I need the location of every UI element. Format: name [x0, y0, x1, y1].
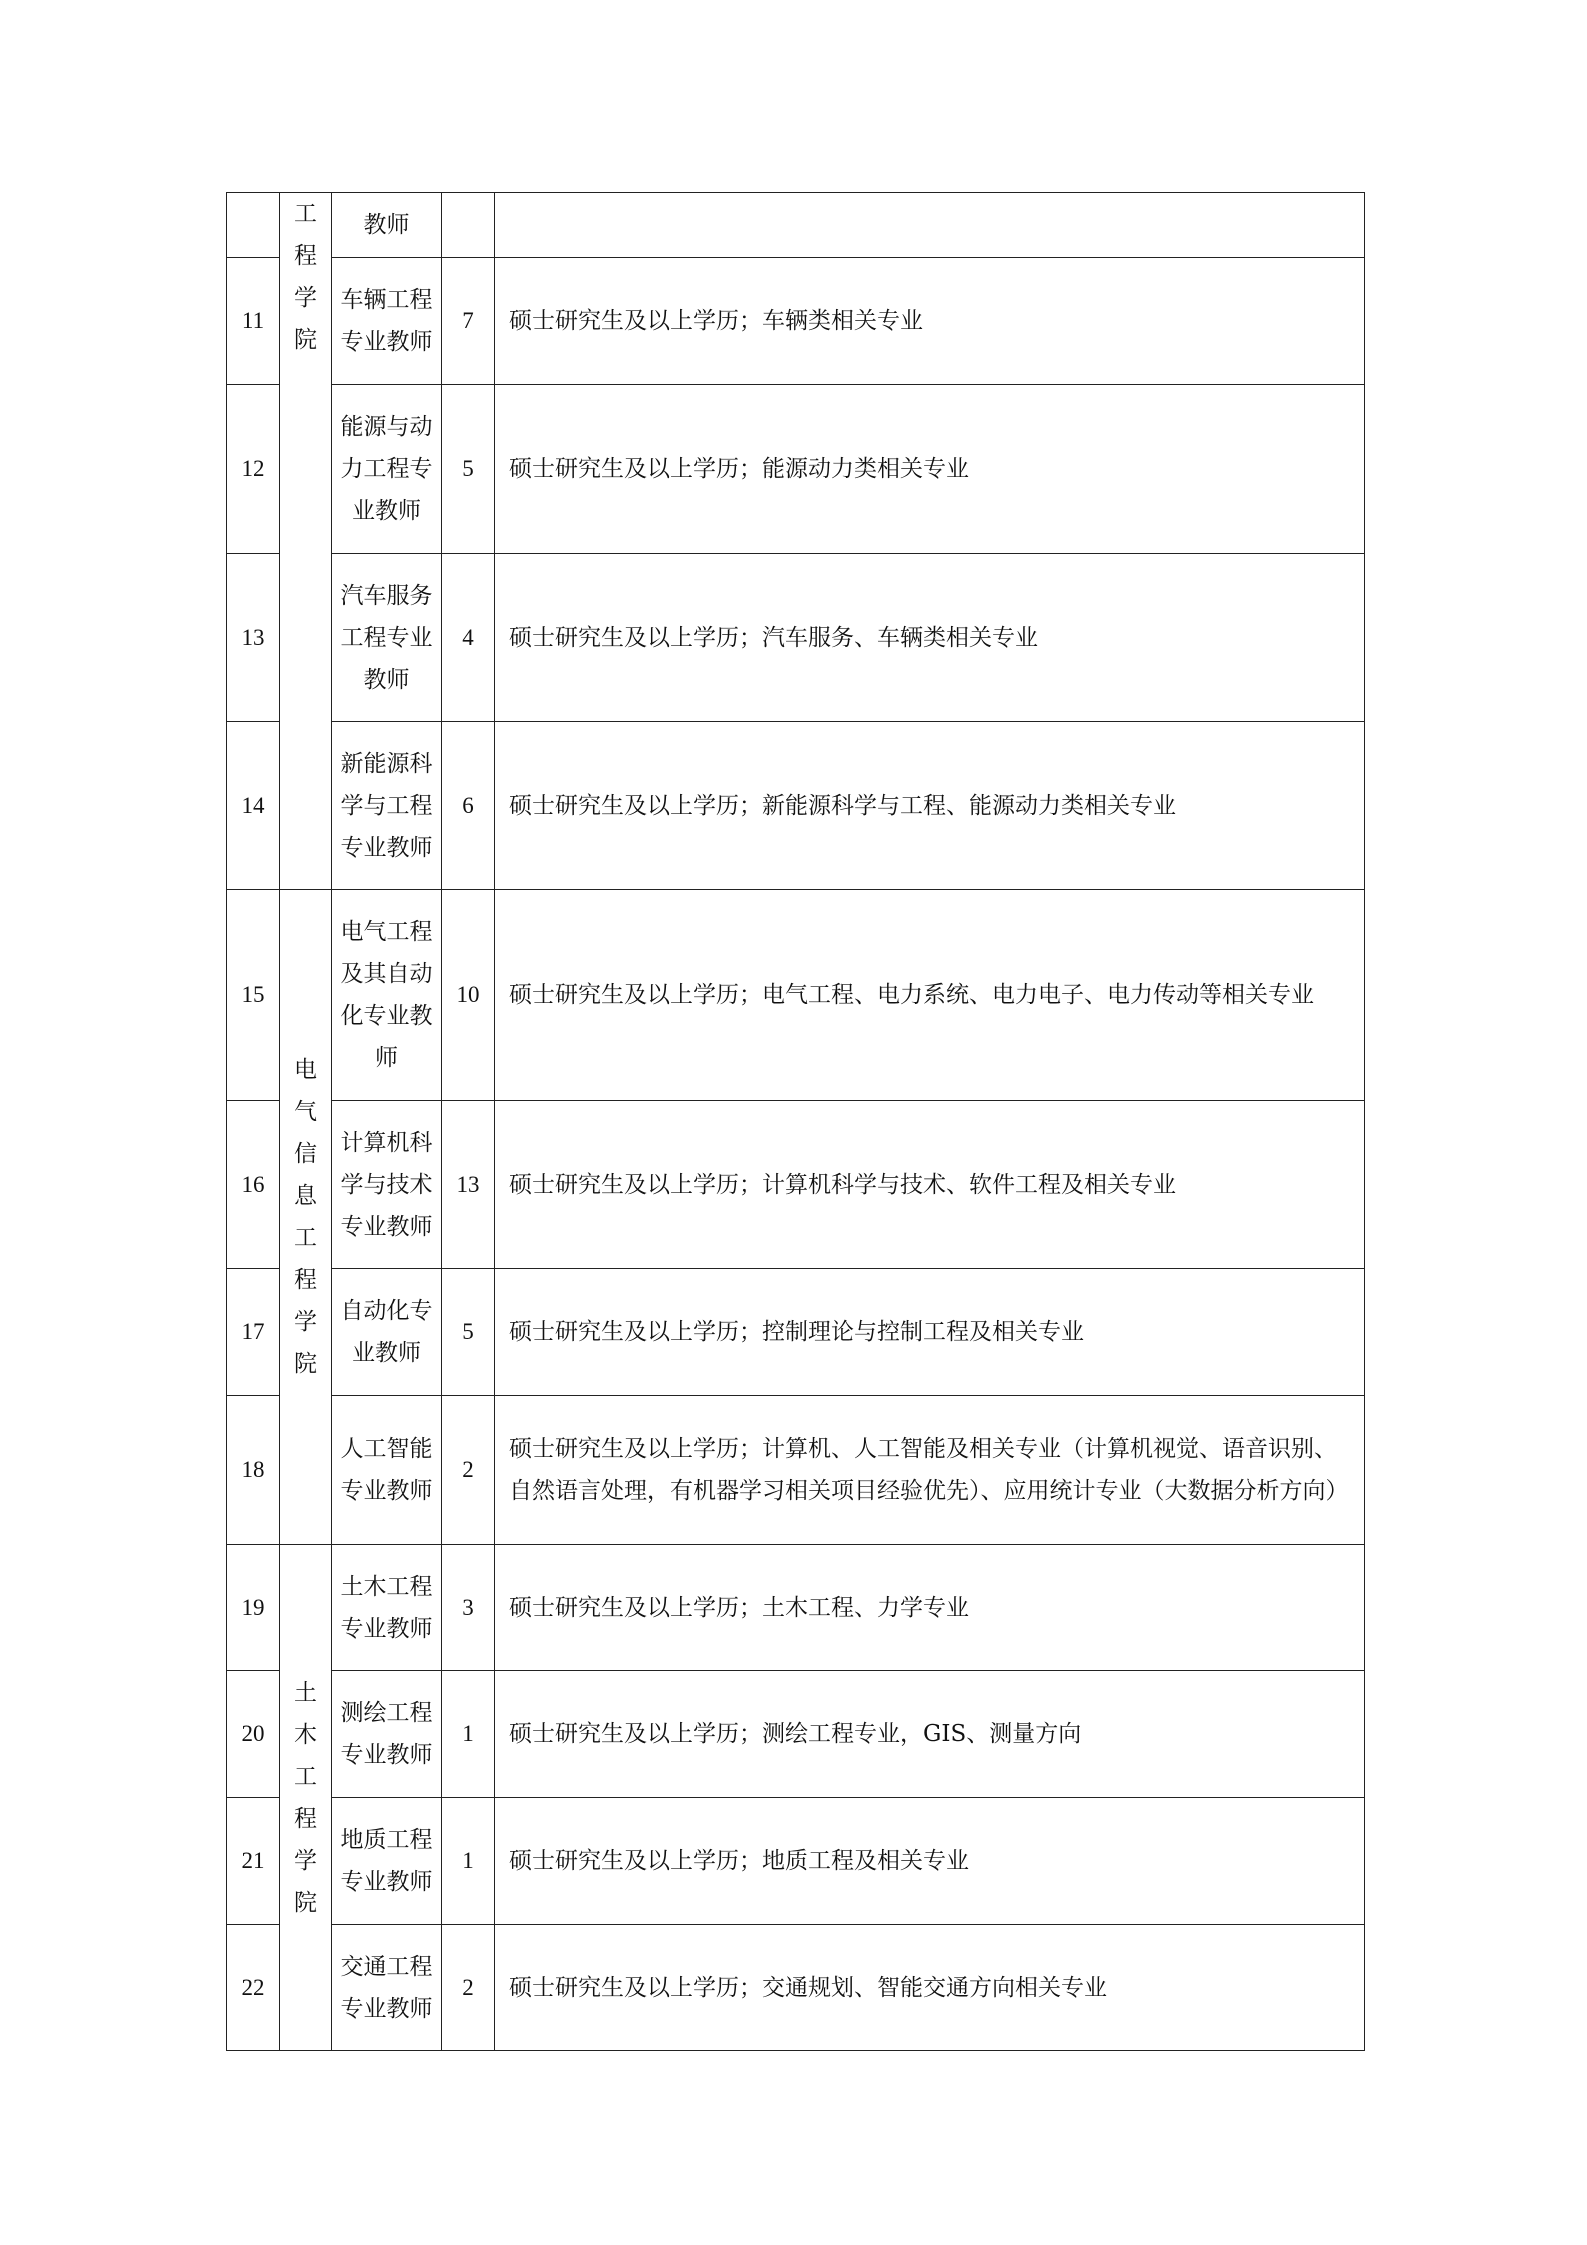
table-row	[227, 385, 1365, 554]
requirement-cell: 硕士研究生及以上学历；地质工程及相关专业	[495, 1798, 1365, 1925]
department-cell	[280, 193, 332, 890]
row-number: 11	[227, 258, 280, 385]
requirement-cell: 硕士研究生及以上学历；交通规划、智能交通方向相关专业	[495, 1925, 1365, 2051]
position-cell	[332, 1925, 442, 2051]
count-cell: 10	[442, 890, 495, 1101]
table-row	[227, 722, 1365, 890]
count-cell: 2	[442, 1396, 495, 1545]
row-number: 19	[227, 1545, 280, 1671]
row-number: 12	[227, 385, 280, 554]
department-name: 电气信息工程学院	[294, 1057, 317, 1377]
position-name: 测绘工程专业教师	[340, 1700, 433, 1768]
position-name: 汽车服务工程专业教师	[340, 582, 433, 693]
table-row	[227, 890, 1365, 1101]
department-cell	[280, 890, 332, 1545]
position-name: 能源与动力工程专业教师	[340, 414, 433, 524]
position-name: 计算机科学与技术专业教师	[340, 1129, 433, 1240]
count-cell: 13	[442, 1101, 495, 1269]
row-number: 16	[227, 1101, 280, 1269]
position-name: 土木工程专业教师	[340, 1573, 433, 1642]
requirement-cell: 硕士研究生及以上学历；车辆类相关专业	[495, 258, 1365, 385]
position-cell	[332, 1545, 442, 1671]
requirement-cell: 硕士研究生及以上学历；汽车服务、车辆类相关专业	[495, 554, 1365, 722]
requirement-cell: 硕士研究生及以上学历；计算机科学与技术、软件工程及相关专业	[495, 1101, 1365, 1269]
table-row	[227, 1798, 1365, 1925]
requirement-cell: 硕士研究生及以上学历；测绘工程专业，GIS、测量方向	[495, 1671, 1365, 1798]
position-name: 教师	[363, 212, 410, 238]
count-cell: 1	[442, 1798, 495, 1925]
requirement-cell: 硕士研究生及以上学历；控制理论与控制工程及相关专业	[495, 1269, 1365, 1396]
position-name: 地质工程专业教师	[340, 1827, 433, 1895]
position-cell	[332, 1396, 442, 1545]
row-number: 20	[227, 1671, 280, 1798]
position-name: 人工智能专业教师	[340, 1436, 433, 1504]
count-cell: 6	[442, 722, 495, 890]
requirement-cell: 硕士研究生及以上学历；计算机、人工智能及相关专业（计算机视觉、语音识别、自然语言处理，有机器学习相关项目经验优先）、应用统计专业（大数据分析方向）	[495, 1396, 1365, 1545]
recruitment-table	[226, 192, 1365, 2051]
table-row	[227, 1671, 1365, 1798]
requirement-cell: 硕士研究生及以上学历；新能源科学与工程、能源动力类相关专业	[495, 722, 1365, 890]
count-cell: 4	[442, 554, 495, 722]
requirement-cell: 硕士研究生及以上学历；土木工程、力学专业	[495, 1545, 1365, 1671]
row-number: 14	[227, 722, 280, 890]
requirement-cell	[495, 193, 1365, 258]
count-cell: 2	[442, 1925, 495, 2051]
count-cell	[442, 193, 495, 258]
department-name: 土木工程学院	[294, 1679, 317, 1916]
table-row	[227, 1545, 1365, 1671]
position-cell	[332, 1798, 442, 1925]
position-name: 自动化专业教师	[340, 1298, 433, 1366]
row-number: 22	[227, 1925, 280, 2051]
position-name: 新能源科学与工程专业教师	[340, 750, 433, 861]
row-number: 17	[227, 1269, 280, 1396]
requirement-cell: 硕士研究生及以上学历；能源动力类相关专业	[495, 385, 1365, 554]
position-cell	[332, 193, 442, 258]
department-cell	[280, 1545, 332, 2051]
table-row	[227, 1101, 1365, 1269]
row-number: 18	[227, 1396, 280, 1545]
count-cell: 3	[442, 1545, 495, 1671]
count-cell: 7	[442, 258, 495, 385]
position-cell	[332, 722, 442, 890]
position-name: 交通工程专业教师	[340, 1953, 433, 2022]
row-number: 21	[227, 1798, 280, 1925]
row-number	[227, 193, 280, 258]
position-cell	[332, 890, 442, 1101]
position-cell	[332, 554, 442, 722]
table-row	[227, 1396, 1365, 1545]
count-cell: 5	[442, 1269, 495, 1396]
position-cell	[332, 1269, 442, 1396]
table-row	[227, 1269, 1365, 1396]
position-name: 电气工程及其自动化专业教师	[340, 919, 433, 1071]
position-name: 车辆工程专业教师	[340, 287, 433, 355]
requirement-cell: 硕士研究生及以上学历；电气工程、电力系统、电力电子、电力传动等相关专业	[495, 890, 1365, 1101]
position-cell	[332, 1671, 442, 1798]
position-cell	[332, 385, 442, 554]
row-number: 13	[227, 554, 280, 722]
table-row	[227, 258, 1365, 385]
table-row	[227, 554, 1365, 722]
table-row	[227, 1925, 1365, 2051]
position-cell	[332, 1101, 442, 1269]
count-cell: 5	[442, 385, 495, 554]
table-row	[227, 193, 1365, 258]
count-cell: 1	[442, 1671, 495, 1798]
department-name: 工程学院	[294, 201, 317, 353]
row-number: 15	[227, 890, 280, 1101]
position-cell	[332, 258, 442, 385]
